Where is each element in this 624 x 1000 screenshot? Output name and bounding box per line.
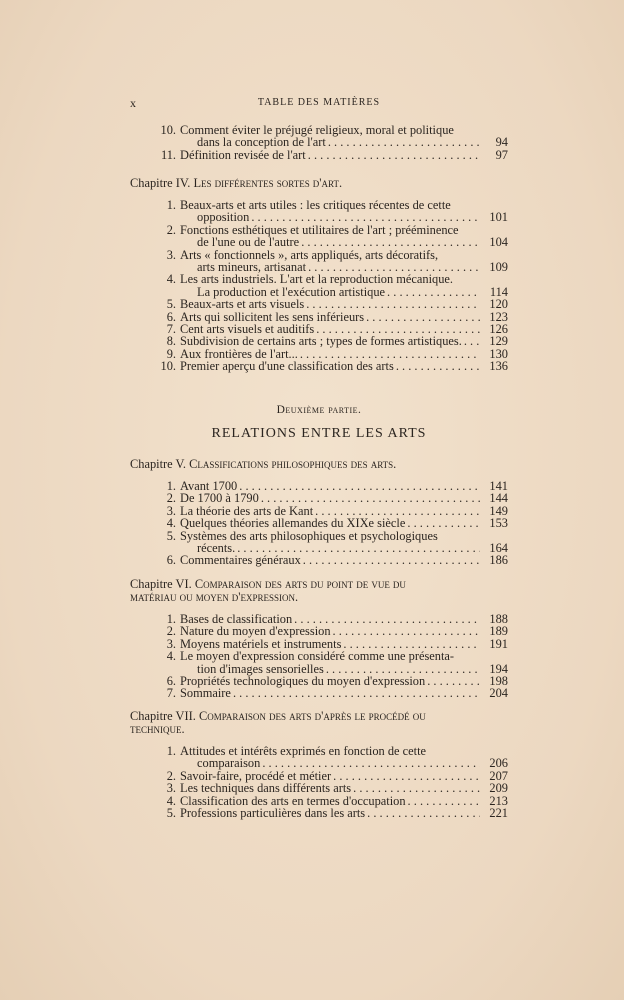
entry-number: 3. xyxy=(166,247,176,262)
toc-entry xyxy=(130,124,508,149)
entry-last-line xyxy=(180,492,480,504)
page-ref: 123 xyxy=(489,309,508,324)
chapter-title: Comparaison des arts d'après le procédé ou xyxy=(198,709,426,723)
page-ref: 94 xyxy=(495,135,508,150)
toc-entry-list xyxy=(130,480,508,567)
page-ref: 104 xyxy=(489,235,508,250)
dot-leader xyxy=(353,782,480,794)
page-ref: 126 xyxy=(489,322,508,337)
entry-title-line: Les techniques dans différents arts xyxy=(180,781,352,796)
toc-entry xyxy=(130,782,508,794)
entry-title-line: Définition revisée de l'art xyxy=(180,147,306,162)
toc-entry xyxy=(130,530,508,555)
entry-number: 4. xyxy=(166,793,176,808)
entry-title-line: Professions particulières dans les arts xyxy=(180,806,366,821)
entry-number: 3. xyxy=(166,781,176,796)
toc-entry-list xyxy=(130,613,508,700)
dot-leader xyxy=(333,625,480,637)
page-ref: 130 xyxy=(489,346,508,361)
part-label: Deuxième partie. xyxy=(276,404,362,416)
entry-last-line xyxy=(180,757,480,769)
entry-last-line xyxy=(180,298,480,310)
page-ref: 191 xyxy=(489,636,508,651)
dot-leader xyxy=(367,807,480,819)
dot-leader xyxy=(464,335,480,347)
entry-number: 1. xyxy=(166,612,176,626)
entry-title-line: La théorie des arts de Kant xyxy=(180,503,314,518)
dot-leader xyxy=(396,360,480,372)
entry-number: 6. xyxy=(166,553,176,568)
entry-title-line: Aux frontières de l'art... xyxy=(180,346,298,361)
chapter-heading xyxy=(130,458,508,471)
page-ref: 209 xyxy=(489,781,508,796)
entry-number: 6. xyxy=(166,309,176,324)
entry-number: 2. xyxy=(166,491,176,506)
entry-title-line: Les arts industriels. L'art et la reproduction mécanique. xyxy=(180,272,454,287)
page-ref: 207 xyxy=(489,768,508,783)
entry-title-line: Systèmes des arts philosophiques et psychologiques xyxy=(180,528,438,543)
page-ref: 206 xyxy=(489,756,508,771)
entry-title-line: Comment éviter le préjugé religieux, moral et politique xyxy=(180,123,454,137)
page-ref: 136 xyxy=(489,359,508,374)
entry-line xyxy=(180,650,480,662)
page-ref: 97 xyxy=(495,147,508,162)
dot-leader xyxy=(408,795,480,807)
entry-last-line xyxy=(180,136,480,148)
entry-title-line: Propriétés technologiques du moyen d'expression xyxy=(180,674,426,689)
entry-title-line: Arts « fonctionnels », arts appliqués, arts décoratifs, xyxy=(180,247,439,262)
dot-leader xyxy=(427,675,480,687)
entry-title-line: Classification des arts en termes d'occupation xyxy=(180,793,406,808)
entry-title-line: Savoir-faire, procédé et métier xyxy=(180,768,332,783)
page-ref: 213 xyxy=(489,793,508,808)
entry-title-line: opposition xyxy=(197,210,250,225)
running-title: TABLE DES MATIÈRES xyxy=(257,97,381,108)
toc-entry xyxy=(130,807,508,819)
entry-title-line: Arts qui sollicitent les sens inférieurs xyxy=(180,309,365,324)
entry-last-line xyxy=(180,625,480,637)
entry-last-line xyxy=(180,360,480,372)
entry-title-line: Avant 1700 xyxy=(180,479,238,493)
dot-leader xyxy=(261,492,480,504)
entry-number: 3. xyxy=(166,503,176,518)
dot-leader xyxy=(387,286,480,298)
toc-entry xyxy=(130,224,508,249)
toc-entry xyxy=(130,249,508,274)
chapter-5 xyxy=(130,458,508,567)
entry-number: 5. xyxy=(166,297,176,312)
dot-leader xyxy=(233,687,480,699)
toc-entry xyxy=(130,745,508,770)
entry-line xyxy=(180,273,480,285)
entry-last-line xyxy=(180,149,480,161)
chapter-6 xyxy=(130,578,508,700)
entry-title-line: Le moyen d'expression considéré comme une présenta- xyxy=(180,649,455,664)
chapter-prefix: Chapitre V. xyxy=(130,457,186,471)
entry-title-line: La production et l'exécution artistique xyxy=(197,284,386,299)
chapter-title: Les différentes sortes d'art. xyxy=(193,176,343,190)
page-ref: 204 xyxy=(489,686,508,701)
entry-number: 9. xyxy=(166,346,176,361)
page-ref: 101 xyxy=(489,210,508,225)
toc-section-continued xyxy=(130,124,508,161)
entry-title-line: Fonctions esthétiques et utilitaires de l'art ; prééminence xyxy=(180,222,459,237)
entry-last-line xyxy=(180,554,480,566)
entry-title-line: comparaison xyxy=(197,756,261,771)
dot-leader xyxy=(239,480,480,492)
toc-entry xyxy=(130,554,508,566)
entry-last-line xyxy=(180,335,480,347)
entry-number: 2. xyxy=(166,222,176,237)
entry-number: 11. xyxy=(160,147,176,162)
entry-number: 10. xyxy=(160,359,176,374)
toc-entry xyxy=(130,199,508,224)
entry-number: 1. xyxy=(166,479,176,493)
chapter-title: Comparaison des arts du point de vue du xyxy=(194,577,406,591)
dot-leader xyxy=(262,757,480,769)
toc-entry-list xyxy=(130,745,508,819)
entry-title-line: tion d'images sensorielles xyxy=(197,661,324,676)
chapter-heading xyxy=(130,710,508,736)
toc-entry xyxy=(130,650,508,675)
page-ref: 144 xyxy=(489,491,508,506)
page-ref: 164 xyxy=(489,541,508,556)
dot-leader xyxy=(303,554,480,566)
entry-title-line: de l'une ou de l'autre xyxy=(197,235,300,250)
entry-number: 1. xyxy=(166,744,176,758)
toc-entry-list xyxy=(130,124,508,161)
entry-title-line: Beaux-arts et arts visuels xyxy=(180,297,305,312)
entry-number: 5. xyxy=(166,528,176,543)
page-ref: 129 xyxy=(489,334,508,349)
toc-entry xyxy=(130,335,508,347)
dot-leader xyxy=(333,770,480,782)
page-ref: 186 xyxy=(489,553,508,568)
page-ref: 153 xyxy=(489,516,508,531)
toc-entry-list xyxy=(130,199,508,373)
dot-leader xyxy=(366,311,480,323)
page-ref: 120 xyxy=(489,297,508,312)
dot-leader xyxy=(308,149,480,161)
entry-title-line: Quelques théories allemandes du XIXe siècle xyxy=(180,516,406,531)
chapter-4 xyxy=(130,177,508,373)
entry-title-line: dans la conception de l'art xyxy=(197,135,326,150)
entry-number: 6. xyxy=(166,674,176,689)
chapter-title-continued: matériau ou moyen d'expression. xyxy=(130,590,299,604)
chapter-heading xyxy=(130,177,508,190)
page-ref: 189 xyxy=(489,624,508,639)
entry-number: 2. xyxy=(166,624,176,639)
page-ref: 194 xyxy=(489,661,508,676)
toc-entry xyxy=(130,625,508,637)
dot-leader xyxy=(328,136,480,148)
entry-number: 3. xyxy=(166,636,176,651)
toc-entry xyxy=(130,492,508,504)
chapter-title-continued: technique. xyxy=(130,722,185,736)
entry-number: 2. xyxy=(166,768,176,783)
page-ref: 149 xyxy=(489,503,508,518)
entry-title-line: Subdivision de certains arts ; types de formes artistiques. xyxy=(180,334,462,349)
entry-title-line: Attitudes et intérêts exprimés en fonction de cette xyxy=(180,744,427,758)
entry-title-line: Commentaires généraux xyxy=(180,553,301,568)
entry-last-line xyxy=(180,782,480,794)
chapter-prefix: Chapitre VI. xyxy=(130,577,192,591)
page-number: x xyxy=(130,96,136,110)
entry-number: 10. xyxy=(160,123,176,137)
chapter-title: Classifications philosophiques des arts. xyxy=(189,457,397,471)
entry-title-line: Moyens matériels et instruments xyxy=(180,636,342,651)
entry-last-line xyxy=(180,807,480,819)
toc-entry xyxy=(130,687,508,699)
page-ref: 198 xyxy=(489,674,508,689)
entry-number: 4. xyxy=(166,649,176,664)
entry-title-line: De 1700 à 1790 xyxy=(180,491,259,506)
chapter-prefix: Chapitre VII. xyxy=(130,709,196,723)
page-header xyxy=(130,96,508,112)
entry-number: 4. xyxy=(166,516,176,531)
entry-title-line: Nature du moyen d'expression xyxy=(180,624,331,639)
page-ref: 188 xyxy=(489,612,508,626)
entry-title-line: arts mineurs, artisanat xyxy=(197,260,307,275)
page-ref: 109 xyxy=(489,260,508,275)
entry-number: 8. xyxy=(166,334,176,349)
chapter-prefix: Chapitre IV. xyxy=(130,176,191,190)
entry-title-line: Cent arts visuels et auditifs xyxy=(180,322,315,337)
page-ref: 114 xyxy=(489,284,508,299)
part-title: RELATIONS ENTRE LES ARTS xyxy=(211,426,427,441)
toc-entry xyxy=(130,360,508,372)
toc-entry xyxy=(130,298,508,310)
toc-entry xyxy=(130,273,508,298)
entry-number: 7. xyxy=(166,322,176,337)
entry-number: 5. xyxy=(166,806,176,821)
page-ref: 141 xyxy=(489,479,508,493)
entry-last-line xyxy=(180,687,480,699)
entry-title-line: Beaux-arts et arts utiles : les critiques récentes de cette xyxy=(180,198,451,212)
entry-title-line: Sommaire xyxy=(180,686,231,701)
dot-leader xyxy=(306,298,480,310)
toc-entry xyxy=(130,149,508,161)
page-ref: 221 xyxy=(489,806,508,821)
entry-number: 1. xyxy=(166,198,176,212)
entry-title-line: Bases de classification xyxy=(180,612,293,626)
entry-title-line: Premier aperçu d'une classification des arts xyxy=(180,359,394,374)
chapter-7 xyxy=(130,710,508,819)
chapter-heading xyxy=(130,578,508,604)
entry-number: 4. xyxy=(166,272,176,287)
entry-number: 7. xyxy=(166,686,176,701)
entry-title-line: récents. xyxy=(197,541,236,556)
